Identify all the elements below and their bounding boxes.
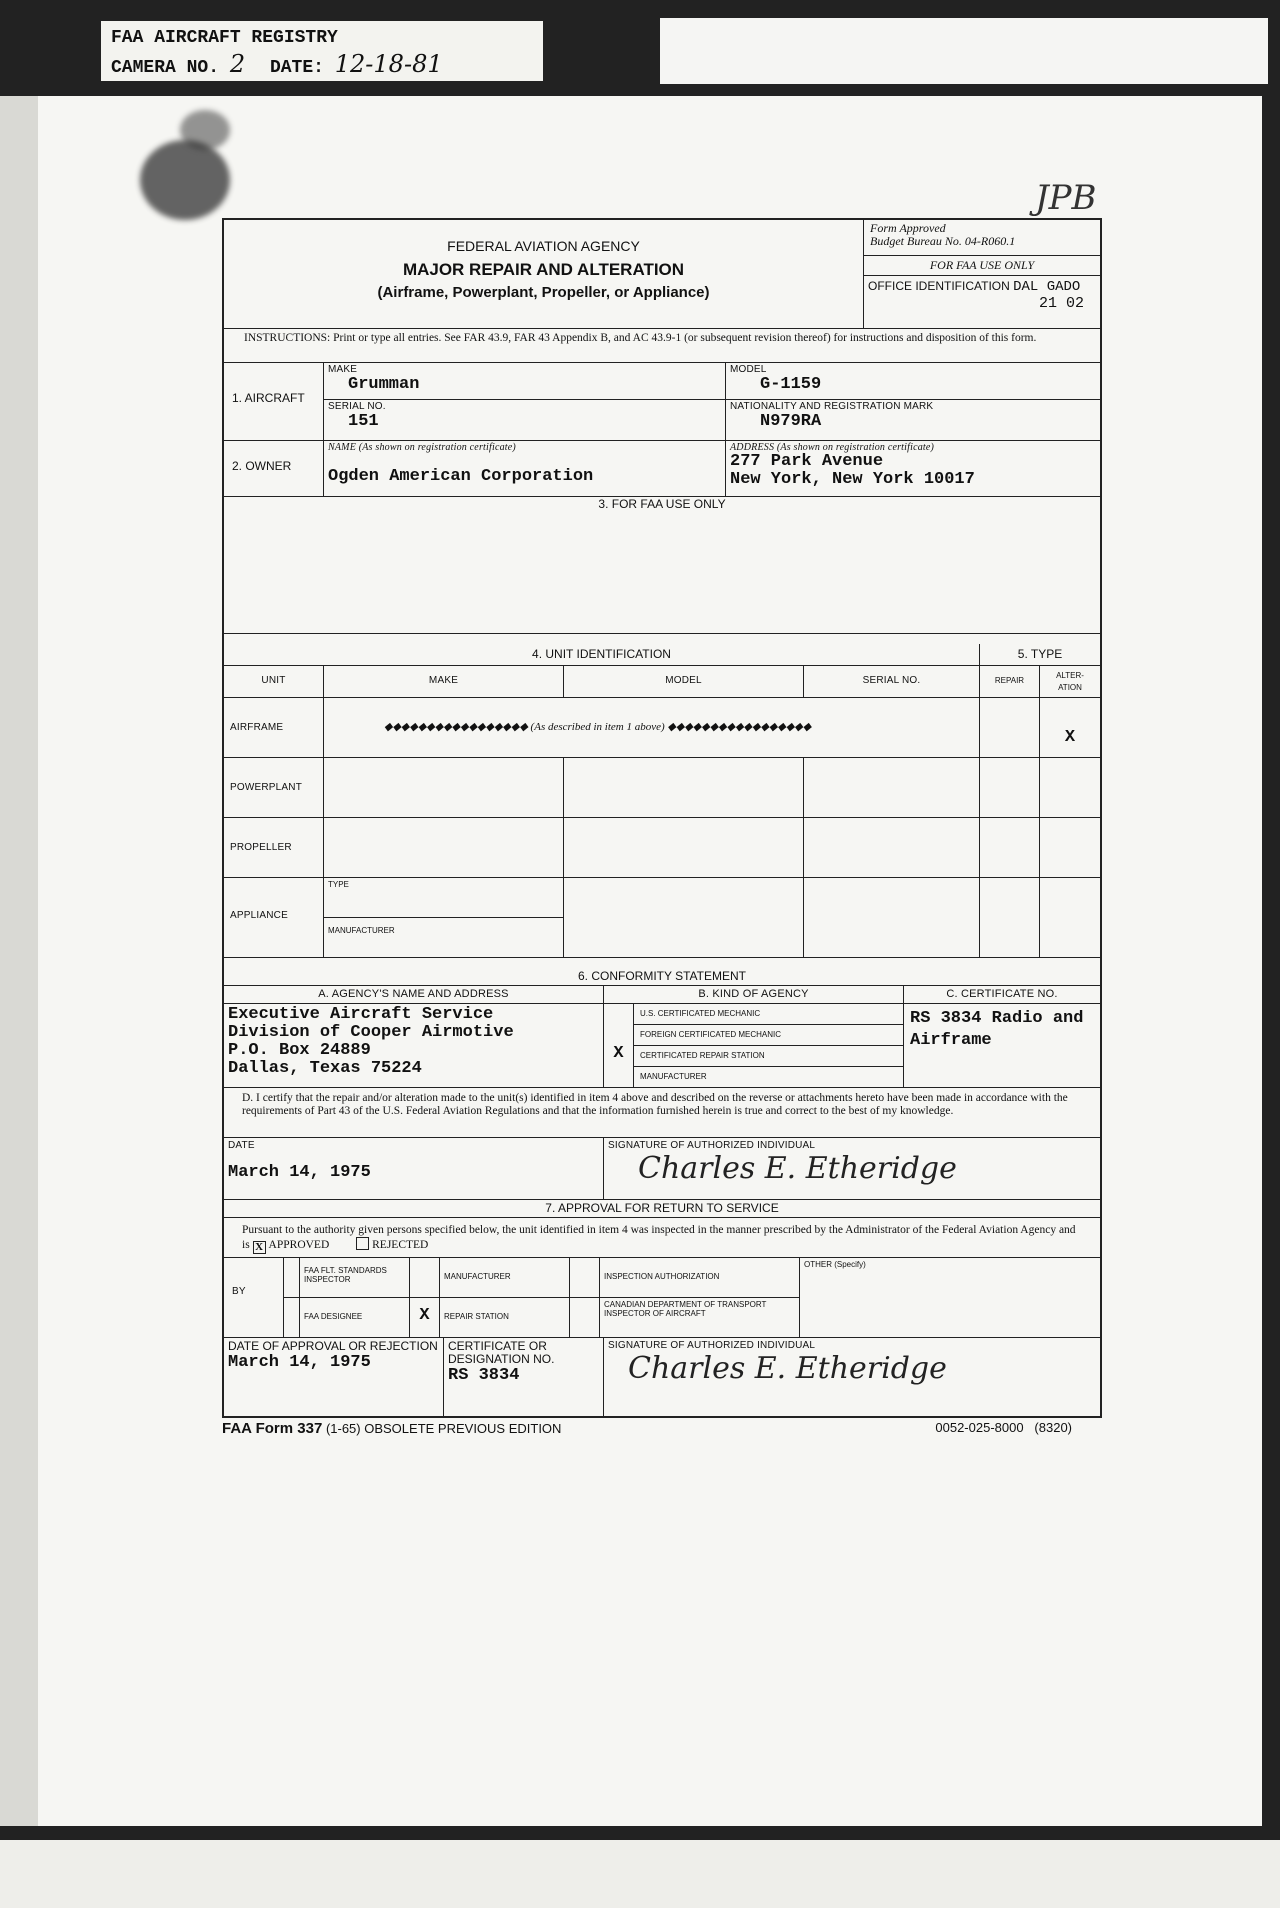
aircraft-nationality-cell [726,400,1100,440]
opt-canadian-box [570,1298,600,1338]
conformity-date-label: DATE [228,1140,255,1151]
stamp-camera-label: CAMERA NO. [111,58,220,78]
col-repair: REPAIR [980,666,1040,698]
agency-line-1: Executive Aircraft Service [228,1005,494,1024]
powerplant-repair [980,758,1040,818]
owner-section-label: 2. OWNER [224,440,324,496]
approval-date: March 14, 1975 [228,1353,371,1372]
approval-date-cell [224,1338,444,1416]
approved-checkbox: X [253,1241,266,1254]
faa-use-only-label: FOR FAA USE ONLY [864,256,1100,276]
opt-ia-box [570,1258,600,1298]
approval-date-label: DATE OF APPROVAL OR REJECTION [228,1339,438,1353]
bottom-strip [0,1840,1280,1908]
agency-name-address [224,1004,604,1088]
agency-name-label: A. AGENCY'S NAME AND ADDRESS [224,986,604,1004]
aircraft-make-cell [324,362,726,400]
faa-use-only-section [224,496,1100,634]
stamp-camera-no: 2 [229,50,246,78]
col-alteration: ALTER-ATION [1040,666,1100,698]
appliance-alteration [1040,878,1100,958]
appliance-serial [804,878,980,958]
opt-other: OTHER (Specify) [804,1260,866,1269]
approval-signature: Charles E. Etheridge [628,1351,947,1386]
row-airframe-label: AIRFRAME [224,698,324,758]
approval-signature-label: SIGNATURE OF AUTHORIZED INDIVIDUAL [608,1340,816,1351]
right-border [1262,96,1280,1840]
approval-by-label: BY [224,1258,284,1338]
aircraft-registration: N979RA [760,412,822,431]
kind-mark-column [604,1004,634,1088]
agency-line-4: Dallas, Texas 75224 [228,1059,422,1078]
kind-repair-station-mark: X [613,1044,624,1063]
appliance-repair [980,878,1040,958]
unit-id-title: 4. UNIT IDENTIFICATION [224,644,980,666]
kind-of-agency-label: B. KIND OF AGENCY [604,986,904,1004]
form-stock-code [935,1420,1072,1435]
approval-text: Pursuant to the authority given persons specified below, the unit identified in item 4 was inspected in the manner prescribed by the Administrator of the Federal Aviation Agency and is [242,1224,1076,1251]
office-identification [864,276,1100,328]
form-number: FAA Form 337 [222,1420,323,1437]
owner-address-1: 277 Park Avenue [730,452,884,471]
col-make: MAKE [324,666,564,698]
owner-address-label: ADDRESS (As shown on registration certificate) [730,442,935,453]
col-unit: UNIT [224,666,324,698]
aircraft-make-label: MAKE [328,364,358,375]
office-id-number: 21 02 [1038,295,1084,312]
propeller-alteration [1040,818,1100,878]
row-propeller-label: PROPELLER [224,818,324,878]
office-id-label: OFFICE IDENTIFICATION [868,279,1010,293]
form-title: MAJOR REPAIR AND ALTERATION [402,260,685,279]
left-margin [0,96,38,1840]
conformity-date-cell [224,1138,604,1200]
aircraft-make: Grumman [348,375,420,394]
kind-foreign-mechanic: FOREIGN CERTIFICATED MECHANIC [634,1025,904,1046]
certificate-no-label: C. CERTIFICATE NO. [904,986,1100,1004]
opt-flt-inspector: FAA FLT. STANDARDS INSPECTOR [300,1258,410,1298]
propeller-serial [804,818,980,878]
opt-inspection-authorization: INSPECTION AUTHORIZATION [600,1258,800,1298]
opt-other-space [800,1298,1100,1338]
opt-flt-inspector-box [284,1258,300,1298]
aircraft-model: G-1159 [760,375,822,394]
agency-name: FEDERAL AVIATION AGENCY [447,238,640,254]
airframe-alteration-mark: X [1040,698,1100,758]
approval-cert-no: RS 3834 [448,1366,520,1385]
conformity-signature: Charles E. Etheridge [638,1151,957,1186]
powerplant-model [564,758,804,818]
col-serial: SERIAL NO. [804,666,980,698]
handwritten-initials: JPB [1035,178,1097,218]
aircraft-model-cell [726,362,1100,400]
certificate-no-2: Airframe [910,1031,992,1050]
approval-statement [224,1218,1100,1258]
aircraft-serial-cell [324,400,726,440]
kind-repair-station: CERTIFICATED REPAIR STATION [634,1046,904,1067]
approval-signature-cell [604,1338,1100,1416]
aircraft-section-label: 1. AIRCRAFT [224,362,324,440]
form-approved: Form Approved [870,221,946,235]
faa-form-337 [222,218,1102,1418]
approved-label: APPROVED [268,1239,330,1251]
approval-cert-cell [444,1338,604,1416]
approval-title: 7. APPROVAL FOR RETURN TO SERVICE [224,1200,1100,1218]
certification-statement: D. I certify that the repair and/or alteration made to the unit(s) identified in item 4 above and described on the reverse or attachments hereto have been made in accordance with the requirements of Part 43 of the U.S. Federal Aviation Regulations and that the information furnished herein is true and correct to the best of my knowledge. [224,1088,1100,1138]
stamp-title: FAA AIRCRAFT REGISTRY [111,28,338,48]
form-approved-box [864,220,1100,256]
aircraft-nat-label: NATIONALITY AND REGISTRATION MARK [730,401,934,412]
opt-designee-box [284,1298,300,1338]
stock-code-2: (8320) [1034,1420,1072,1435]
aircraft-serial-label: SERIAL NO. [328,401,386,412]
office-id-value: DAL GADO [1013,279,1081,295]
registry-stamp [98,18,546,84]
opt-repair-station-mark: X [410,1298,440,1338]
appliance-manufacturer: MANUFACTURER [324,918,564,958]
appliance-model [564,878,804,958]
aircraft-serial: 151 [348,412,379,431]
kind-manufacturer: MANUFACTURER [634,1067,904,1088]
owner-address-cell [726,440,1100,496]
certificate-no-cell [904,1004,1100,1088]
conformity-date: March 14, 1975 [228,1163,371,1182]
opt-manufacturer: MANUFACTURER [440,1258,570,1298]
airframe-repair [980,698,1040,758]
stamp-date-label: DATE: [269,58,324,78]
owner-name-label: NAME (As shown on registration certificate) [328,442,516,453]
propeller-make [324,818,564,878]
top-blank-area [660,18,1268,84]
owner-name: Ogden American Corporation [328,467,594,486]
stamp-date: 12-18-81 [334,50,443,78]
opt-faa-designee: FAA DESIGNEE [300,1298,410,1338]
opt-canadian-inspector: CANADIAN DEPARTMENT OF TRANSPORT INSPECTOR OF AIRCRAFT [600,1298,800,1338]
agency-line-2: Division of Cooper Airmotive [228,1023,514,1042]
airframe-description: ◆◆◆◆◆◆◆◆◆◆◆◆◆◆◆◆◆ (As described in item 1 above) ◆◆◆◆◆◆◆◆◆◆◆◆◆◆◆◆◆ [324,698,980,758]
kind-us-mechanic: U.S. CERTIFICATED MECHANIC [634,1004,904,1025]
row-appliance-label: APPLIANCE [224,878,324,958]
certificate-no-1: RS 3834 Radio and [910,1009,1084,1028]
form-subtitle: (Airframe, Powerplant, Propeller, or Appliance) [377,284,710,301]
powerplant-make [324,758,564,818]
stock-code: 0052-025-8000 [935,1420,1024,1435]
col-model: MODEL [564,666,804,698]
powerplant-serial [804,758,980,818]
appliance-type: TYPE [324,878,564,918]
opt-manufacturer-box [410,1258,440,1298]
faa-use-only-title: 3. FOR FAA USE ONLY [598,497,726,511]
approval-cert-label: CERTIFICATE OR DESIGNATION NO. [448,1339,555,1366]
form-revision: (1-65) OBSOLETE PREVIOUS EDITION [325,1421,562,1436]
type-title: 5. TYPE [980,644,1100,666]
conformity-signature-label: SIGNATURE OF AUTHORIZED INDIVIDUAL [608,1140,816,1151]
propeller-model [564,818,804,878]
owner-address-2: New York, New York 10017 [730,470,975,489]
form-footer [222,1420,1102,1437]
scan-smudge [140,140,230,220]
agency-line-3: P.O. Box 24889 [228,1041,371,1060]
rejected-label: REJECTED [372,1239,429,1251]
owner-name-cell [324,440,726,496]
conformity-title: 6. CONFORMITY STATEMENT [224,968,1100,986]
powerplant-alteration [1040,758,1100,818]
header-block [224,220,864,328]
budget-bureau: Budget Bureau No. 04-R060.1 [870,234,1016,248]
instructions: INSTRUCTIONS: Print or type all entries. See FAR 43.9, FAR 43 Appendix B, and AC 43.9-1 (or subsequent revision thereof) for instructions and disposition of this form. [224,328,1100,362]
propeller-repair [980,818,1040,878]
rejected-checkbox [356,1237,369,1250]
opt-repair-station: REPAIR STATION [440,1298,570,1338]
conformity-signature-cell [604,1138,1100,1200]
scan-smudge [180,110,230,150]
aircraft-model-label: MODEL [730,364,767,375]
row-powerplant-label: POWERPLANT [224,758,324,818]
